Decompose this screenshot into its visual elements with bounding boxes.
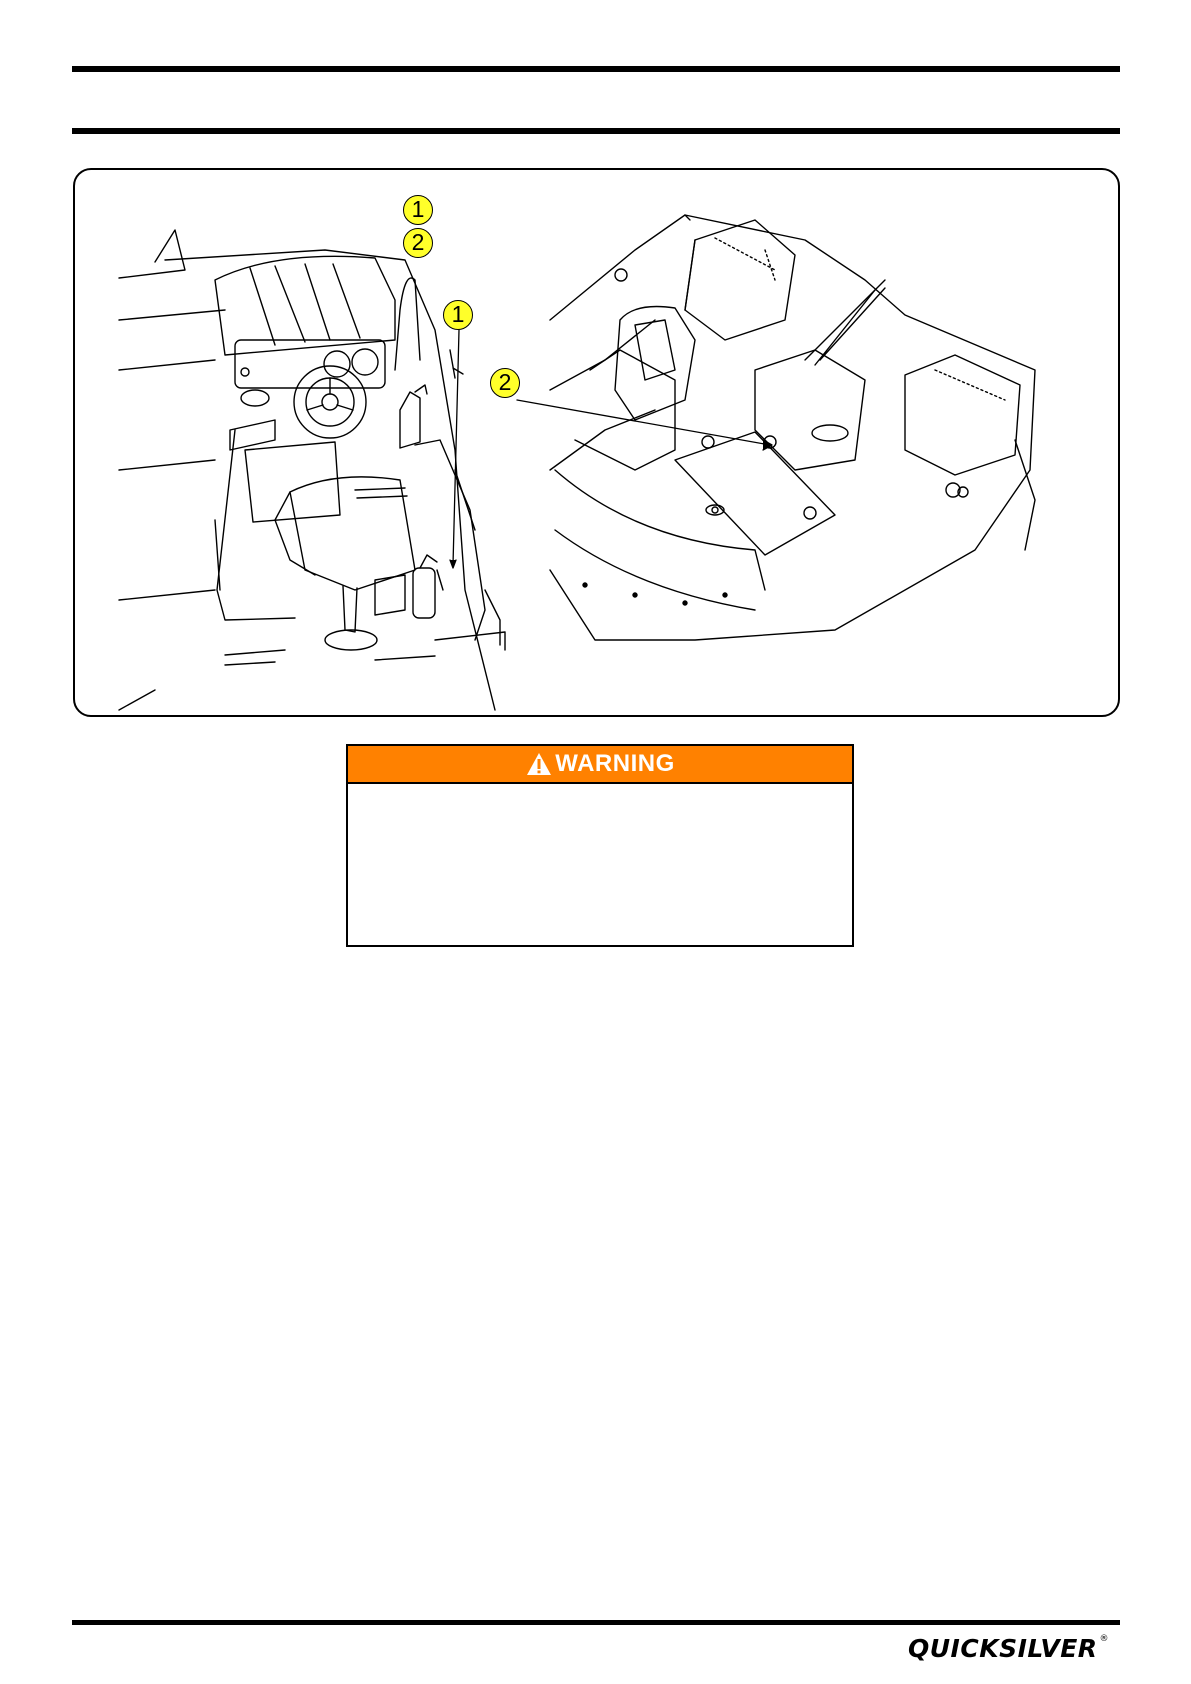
callout-2-marker: 2 — [490, 368, 520, 398]
header-rule-bottom — [72, 128, 1120, 134]
callout-2-legend: 2 — [403, 228, 433, 258]
footer-rule — [72, 1620, 1120, 1625]
warning-box — [346, 744, 854, 947]
warning-header — [348, 746, 852, 784]
warning-triangle-icon — [525, 751, 553, 777]
boat-line-drawing — [75, 170, 1120, 717]
brand-logo — [908, 1634, 1128, 1668]
registered-mark: ® — [1099, 1634, 1110, 1644]
helm-console-drawing — [119, 230, 505, 710]
callout-leader-lines — [450, 330, 772, 568]
callout-1-legend: 1 — [403, 195, 433, 225]
boat-illustration-figure — [73, 168, 1120, 717]
callout-1-marker: 1 — [443, 300, 473, 330]
brand-name: QUICKSILVER — [908, 1634, 1098, 1663]
warning-label: WARNING — [555, 750, 675, 777]
header-rule-top — [72, 66, 1120, 72]
bow-deck-drawing — [550, 215, 1035, 640]
